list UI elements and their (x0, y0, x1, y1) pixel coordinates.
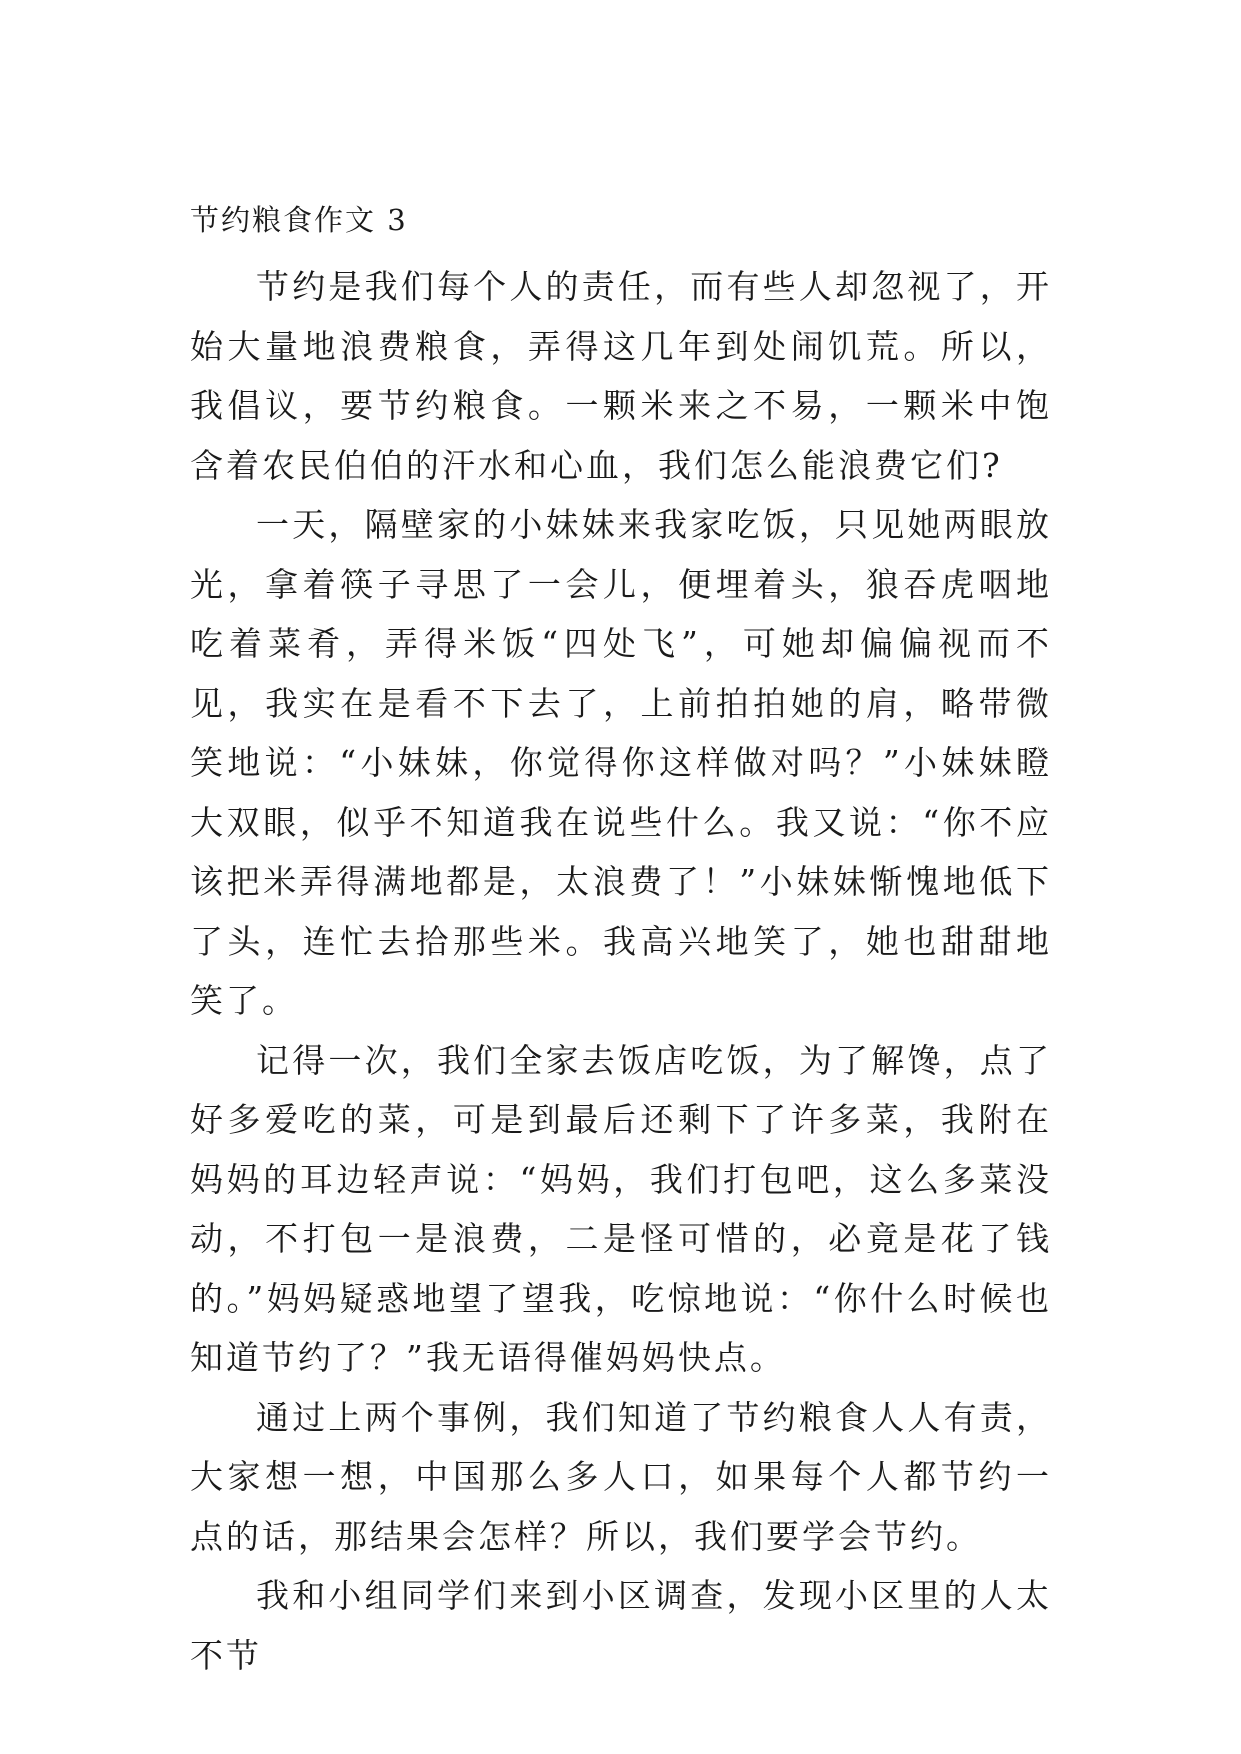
paragraph-3: 记得一次，我们全家去饭店吃饭，为了解馋，点了好多爱吃的菜，可是到最后还剩下了许多菜，我附在妈妈的耳边轻声说：“妈妈，我们打包吧，这么多菜没动，不打包一是浪费，二是怪可惜的，必竟是花了钱的。”妈妈疑惑地望了望我，吃惊地说：“你什么时候也知道节约了？”我无语得催妈妈快点。 (190, 1040, 1052, 1377)
paragraph-4: 通过上两个事例，我们知道了节约粮食人人有责，大家想一想，中国那么多人口，如果每个人都节约一点的话，那结果会怎样？所以，我们要学会节约。 (190, 1397, 1052, 1556)
paragraph-1: 节约是我们每个人的责任，而有些人却忽视了，开始大量地浪费粮食，弄得这几年到处闹饥荒。所以，我倡议，要节约粮食。一颗米来之不易，一颗米中饱含着农民伯伯的汗水和心血，我们怎么能浪费它们? (190, 267, 1052, 485)
document-title: 节约粮食作文 3 (190, 203, 408, 237)
document-body (190, 198, 1052, 1685)
paragraph-5: 我和小组同学们来到小区调查，发现小区里的人太不节 (190, 1576, 1052, 1675)
paragraph-2: 一天，隔壁家的小妹妹来我家吃饭，只见她两眼放光，拿着筷子寻思了一会儿，便埋着头，狼吞虎咽地吃着菜肴，弄得米饭“四处飞”，可她却偏偏视而不见，我实在是看不下去了，上前拍拍她的肩，略带微笑地说：“小妹妹，你觉得你这样做对吗？”小妹妹瞪大双眼，似乎不知道我在说些什么。我又说：“你不应该把米弄得满地都是，太浪费了！”小妹妹惭愧地低下了头，连忙去拾那些米。我高兴地笑了，她也甜甜地笑了。 (190, 505, 1052, 1020)
